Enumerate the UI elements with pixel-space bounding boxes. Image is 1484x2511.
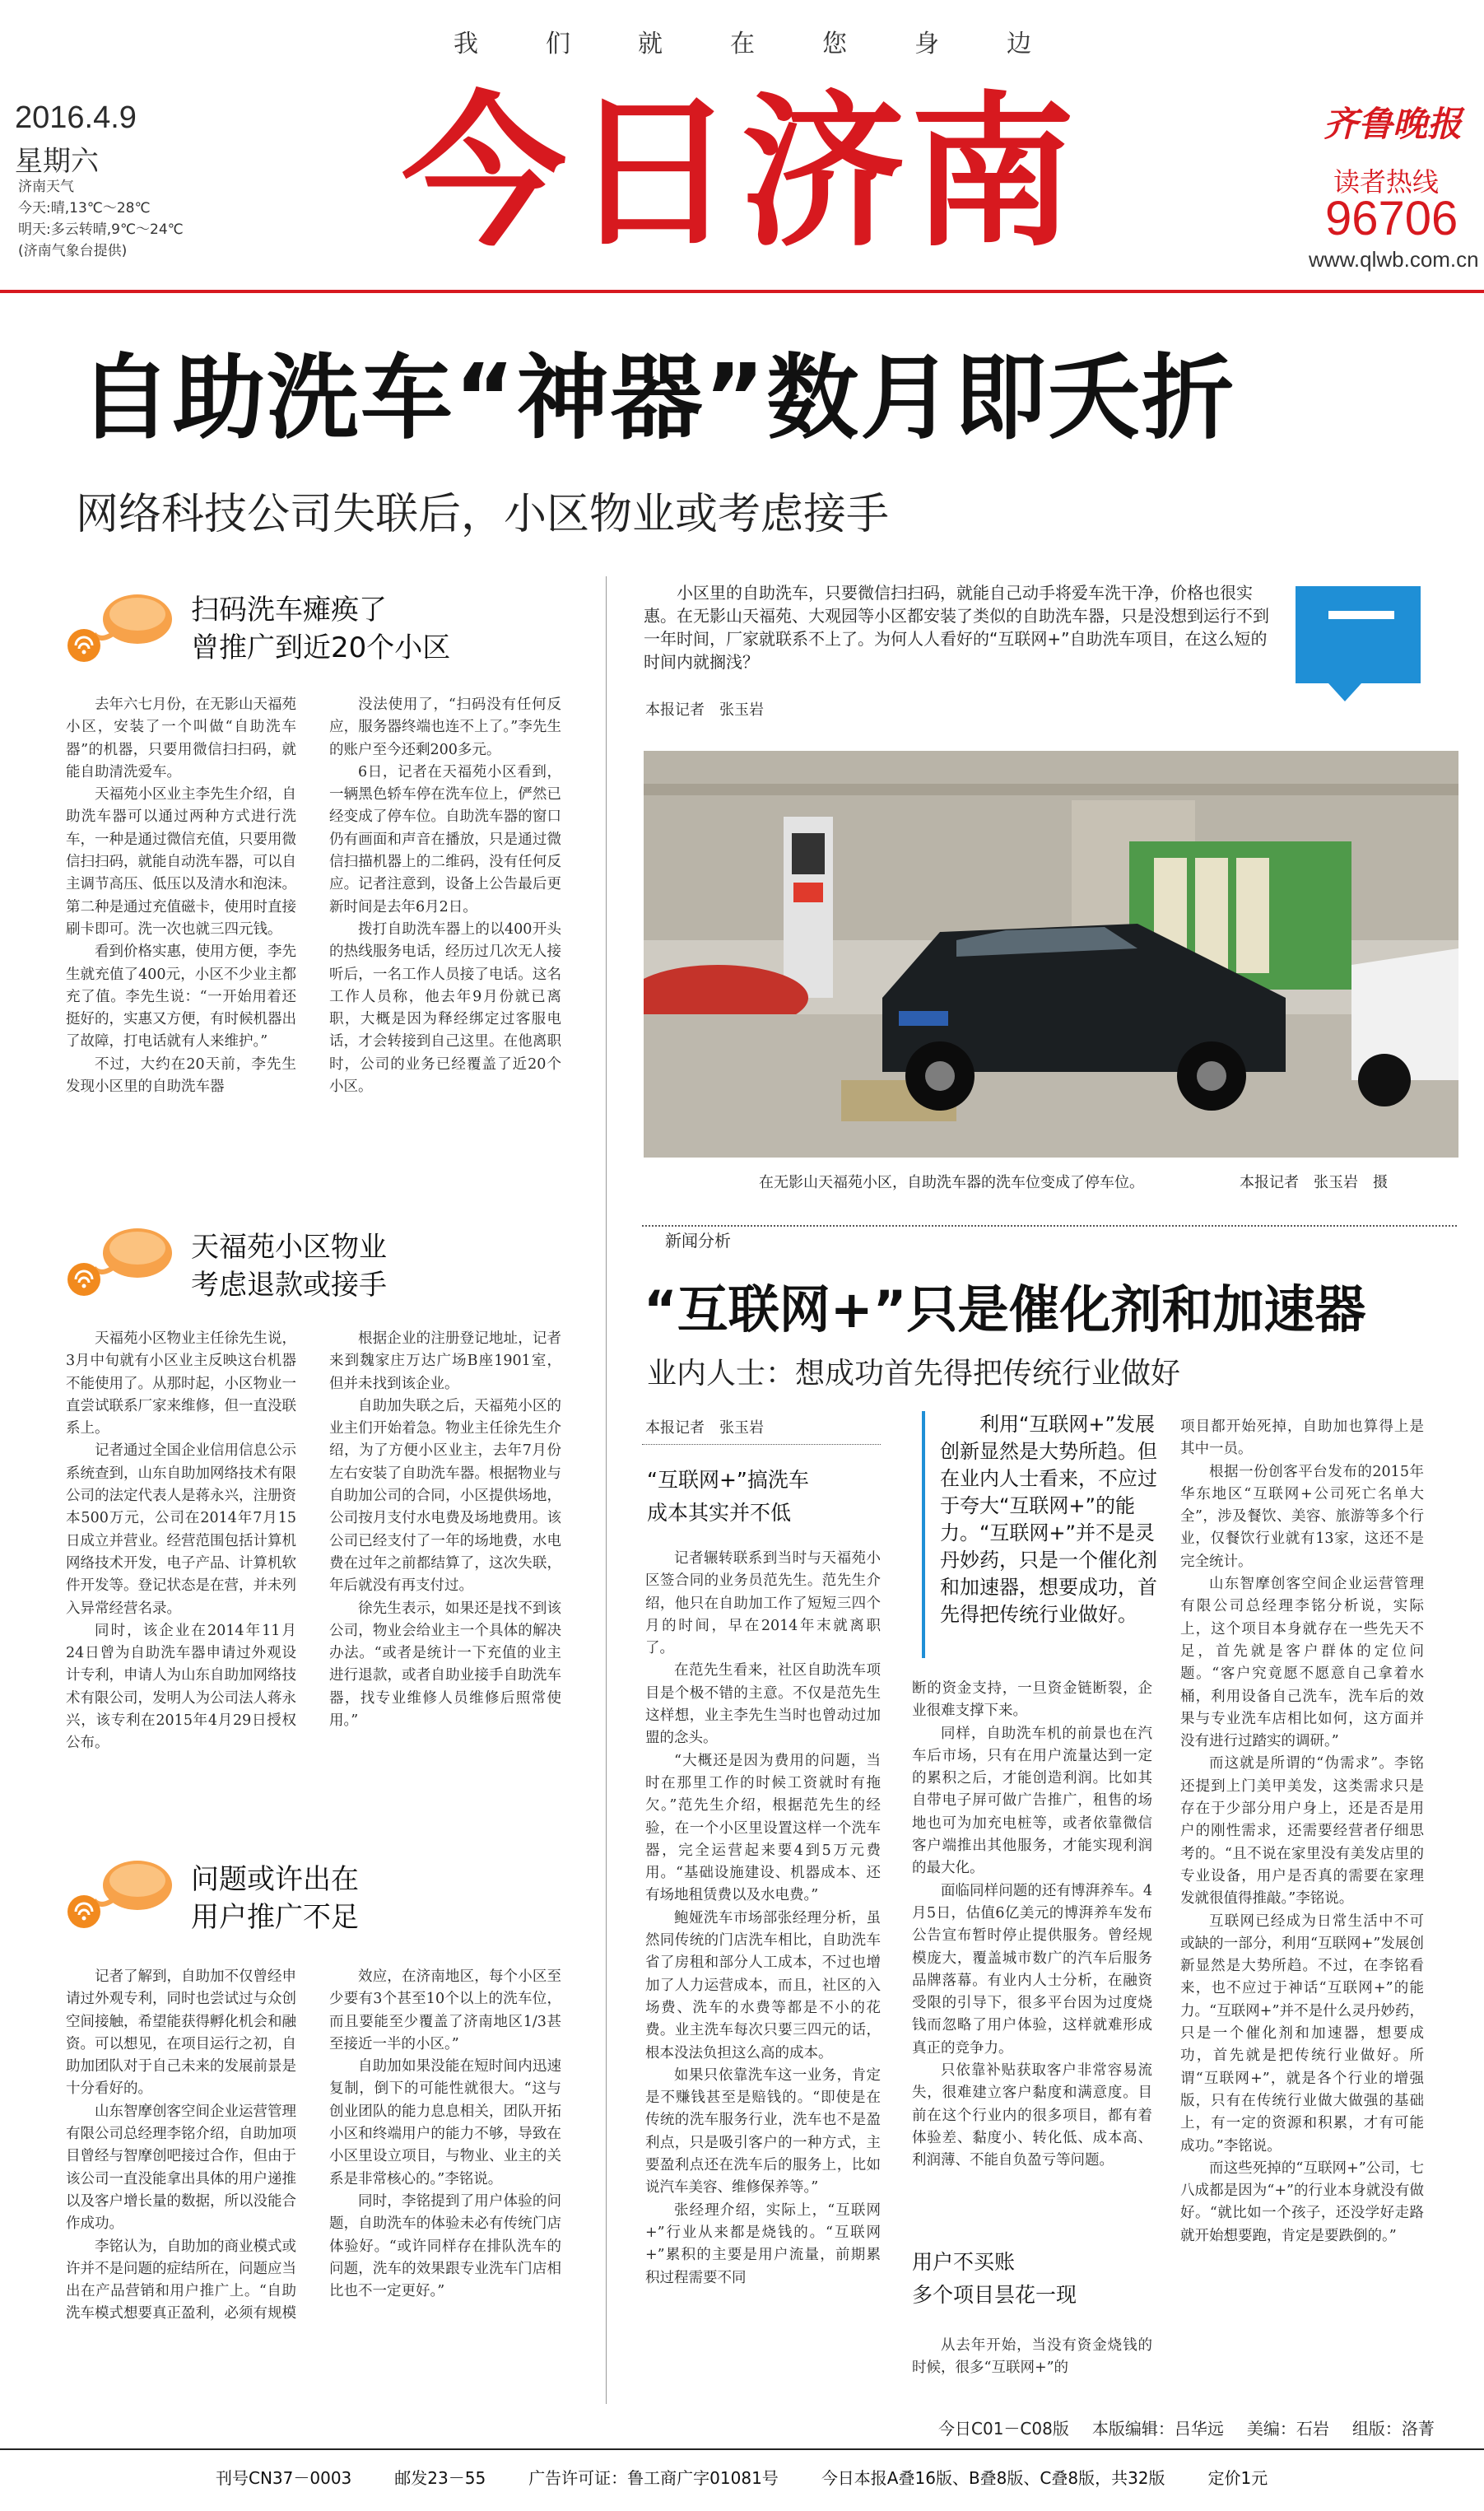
publication-info bbox=[216, 2465, 1450, 2489]
masthead-rule bbox=[0, 290, 1484, 293]
paragraph: 如果只依靠洗车这一业务，肯定是不赚钱甚至是赔钱的。“即使是在传统的洗车服务行业，洗车也不是盈利点，只是吸引客户的一种方式，主要盈利点还在洗车后的服务上，比如说汽车美容、维修保养等。” bbox=[645, 2066, 881, 2197]
byline-rule bbox=[642, 1444, 881, 1445]
paragraph: 张经理介绍，实际上，“互联网+”行业从来都是烧钱的。“互联网+”累积的主要是用户流量，前期累积过程需要不同 bbox=[645, 2201, 881, 2286]
paragraph: 面临同样问题的还有博湃养车。4月5日，估值6亿美元的博湃养车发布公告宣布暂时停止提供服务。曾经规模庞大，覆盖城市数广的汽车后服务品牌落幕。有业内人士分析，在融资受限的引导下，很多平台因为过度烧钱而忽略了用户体验，这样就难形成真正的竞争力。 bbox=[912, 1882, 1152, 2057]
analysis-byline: 本报记者 张玉岩 bbox=[645, 1419, 764, 1437]
issn-label: 刊号CN37－0003 bbox=[216, 2468, 352, 2488]
paragraph: 断的资金支持，一旦资金链断裂，企业很难支撑下来。 bbox=[912, 1680, 1152, 1720]
weather-title: 济南天气 bbox=[18, 179, 74, 195]
section-title-line: 考虑退款或接手 bbox=[191, 1269, 387, 1302]
art-credit: 美编：石岩 bbox=[1246, 2419, 1329, 2439]
paragraph: 同时，李铭提到了用户体验的问题，自助洗车的体验未必有传统门店体验好。“或许同样存在排队洗车的问题，洗车的效果跟专业洗车门店相比也不一定更好。” bbox=[329, 2192, 561, 2300]
section-icon bbox=[51, 585, 174, 667]
paragraph: 项目都开始死掉，自助加也算得上是其中一员。 bbox=[1180, 1419, 1424, 1458]
hotline-number: 96706 bbox=[1325, 192, 1458, 245]
analysis-subhead: 业内人士：想成功首先得把传统行业做好 bbox=[647, 1357, 1181, 1391]
website-url: www.qlwb.com.cn bbox=[1309, 247, 1479, 272]
section-title-line: 用户推广不足 bbox=[191, 1901, 359, 1934]
slogan-char: 您 bbox=[822, 30, 847, 58]
subtitle-line: “互联网+”搞洗车 bbox=[647, 1468, 809, 1492]
article-column bbox=[912, 1678, 1152, 2173]
paragraph: 去年六七月份，在无影山天福苑小区，安装了一个叫做“自助洗车器”的机器，只要用微信扫扫码，就能自助清洗爱车。 bbox=[66, 696, 296, 780]
section-icon bbox=[51, 1218, 174, 1301]
paragraph: 自助加如果没能在短时间内迅速复制，倒下的可能性就很大。“这与创业团队的能力息息相关，团队开拓小区和终端用户的能力不够，导致在小区里设立项目，与物业、业主的关系是非常核心的。”李铭说。 bbox=[329, 2058, 561, 2187]
paragraph: 互联网已经成为日常生活中不可或缺的一部分，利用“互联网+”发展创新显然是大势所趋。不过，在李铭看来，也不应过于神话“互联网+”的能力。“互联网+”并不是什么灵丹妙药，只是一个催化剂和加速器，想要成功，首先就是把传统行业做好。所谓“互联网+”，就是各个行业的增强版，只有在传统行业做大做强的基础上，有一定的资源和积累，才有可能成功。”李铭说。 bbox=[1180, 1912, 1424, 2155]
article-column bbox=[1180, 1416, 1424, 2248]
slogan-char: 就 bbox=[638, 30, 663, 58]
article-column bbox=[66, 694, 296, 1098]
paragraph: 同时，该企业在2014年11月24日曾为自助洗车器申请过外观设计专利，申请人为山东自助加网络技术有限公司，发明人为公司法人蒋永兴，该专利在2015年4月29日授权公布。 bbox=[66, 1622, 296, 1752]
lead-intro: 小区里的自助洗车，只要微信扫扫码，就能自己动手将爱车洗干净，价格也很实惠。在无影山天福苑、大观园等小区都安装了类似的自助洗车器，只是没想到运行不到一年时间，厂家就联系不上了。为何人人看好的“互联网+”自助洗车项目，在这么短的时间内就搁浅？ bbox=[644, 583, 1269, 672]
section-icon bbox=[51, 1851, 174, 1933]
paragraph: 效应，在济南地区，每个小区至少要有3个甚至10个以上的洗车位，而且要能至少覆盖了济南地区1/3甚至接近一半的小区。” bbox=[329, 1968, 561, 2052]
section-title-line: 问题或许出在 bbox=[191, 1863, 359, 1896]
paragraph: 天福苑小区业主李先生介绍，自助洗车器可以通过两种方式进行洗车，一种是通过微信充值，只要用微信扫扫码，就能自动洗车器，可以自主调节高压、低压以及清水和泡沫。第二种是通过充值磁卡，使用时直接刷卡即可。洗一次也就三四元钱。 bbox=[66, 786, 296, 938]
slogan-char: 我 bbox=[454, 30, 478, 58]
analysis-subtitle bbox=[912, 2246, 1077, 2312]
paragraph: 记者辗转联系到当时与天福苑小区签合同的业务员范先生。范先生介绍，他只在自助加工作了短短三四个月的时间，早在2014年末就离职了。 bbox=[645, 1550, 881, 1657]
slogan-char: 边 bbox=[1007, 30, 1031, 58]
weather-box bbox=[18, 176, 314, 262]
section-title-line: 天福苑小区物业 bbox=[191, 1231, 387, 1264]
paragraph: 不过，大约在20天前，李先生发现小区里的自助洗车器 bbox=[66, 1055, 296, 1096]
photo-caption: 在无影山天福苑小区，自助洗车器的洗车位变成了停车位。 bbox=[759, 1174, 1144, 1191]
edition-credits bbox=[938, 2415, 1465, 2439]
footer-rule bbox=[0, 2448, 1484, 2450]
lead-headline: 自助洗车“神器”数月即夭折 bbox=[79, 345, 1236, 452]
price: 定价1元 bbox=[1207, 2468, 1268, 2488]
lead-byline: 本报记者 张玉岩 bbox=[645, 701, 764, 719]
pull-quote-box bbox=[922, 1411, 1169, 1658]
layout-credit: 组版：洛菁 bbox=[1351, 2419, 1435, 2439]
slogan-char: 身 bbox=[914, 30, 939, 58]
slogan-char: 们 bbox=[546, 30, 570, 58]
paragraph: 而这就是所谓的“伪需求”。李铭还提到上门美甲美发，这类需求只是存在于少部分用户身上，还是否是用户的刚性需求，还需要经营者仔细思考的。“且不说在家里没有美发店里的专业设备，用户是否真的需要在家理发就很值得推敲。”李铭说。 bbox=[1180, 1755, 1424, 1908]
car-wash-photo-image bbox=[644, 751, 1458, 1158]
pages-info: 今日C01－C08版 bbox=[938, 2419, 1069, 2439]
mouse-wifi-icon bbox=[51, 1218, 174, 1301]
analysis-kicker: 新闻分析 bbox=[665, 1231, 731, 1251]
column-divider bbox=[606, 576, 607, 2404]
subtitle-line: 多个项目昙花一现 bbox=[912, 2283, 1077, 2307]
issue-weekday: 星期六 bbox=[15, 146, 99, 177]
paragraph: 从去年开始，当没有资金烧钱的时候，很多“互联网+”的 bbox=[912, 2337, 1152, 2377]
paragraph: 6日，记者在天福苑小区看到，一辆黑色轿车停在洗车位上，俨然已经变成了停车位。自助洗车器的窗口仍有画面和声音在播放，只是通过微信扫描机器上的二维码，没有任何反应。记者注意到，设备上公告最后更新时间是去年6月2日。 bbox=[329, 763, 561, 915]
paragraph: 自助加失联之后，天福苑小区的业主们开始着急。物业主任徐先生介绍，为了方便小区业主，去年7月份左右安装了自助洗车器。根据物业与自助加公司的合同，小区提供场地，公司按月支付水电费及场地费用。该公司已经支付了一年的场地费，水电费在过年之前都结算了，这次失联，年后就没有再支付过。 bbox=[329, 1397, 561, 1595]
issue-date: 2016.4.9 bbox=[15, 100, 137, 135]
article-column bbox=[645, 1548, 881, 2290]
mouse-wifi-icon bbox=[51, 585, 174, 667]
paragraph: 在范先生看来，社区自助洗车项目是个极不错的主意。不仅是范先生这样想，业主李先生当时也曾动过加盟的念头。 bbox=[645, 1662, 881, 1747]
subtitle-line: 用户不买账 bbox=[912, 2250, 1016, 2274]
article-column bbox=[329, 694, 561, 1098]
paragraph: 看到价格实惠，使用方便，李先生就充值了400元，小区不少业主都充了值。李先生说：“一开始用着还挺好的，实惠又方便，有时候机器出了故障，打电话就有人来维护。” bbox=[66, 943, 296, 1051]
weather-today: 今天:晴,13℃～28℃ bbox=[18, 200, 151, 217]
weather-source: (济南气象台提供) bbox=[18, 243, 128, 259]
paragraph: 只依靠补贴获取客户非常容易流失，很难建立客户黏度和满意度。目前在这个行业内的很多项目，都有着体验差、黏度小、转化低、成本高、利润薄、不能自负盈亏等问题。 bbox=[912, 2062, 1152, 2169]
speech-bubble-icon bbox=[1296, 586, 1421, 701]
slogan-char: 在 bbox=[730, 30, 755, 58]
paragraph: 记者了解到，自助加不仅曾经申请过外观专利，同时也尝试过与众创空间接触，希望能获得孵化机会和融资。可以想见，在项目运行之初，自助加团队对于自己未来的发展前景是十分看好的。 bbox=[66, 1968, 296, 2098]
postal-code: 邮发23－55 bbox=[394, 2468, 486, 2488]
photo-credit: 本报记者 张玉岩 摄 bbox=[1240, 1174, 1388, 1191]
masthead-slogan bbox=[420, 23, 1161, 59]
section-title bbox=[191, 591, 450, 667]
paragraph: 拨打自助洗车器上的以400开头的热线服务电话，经历过几次无人接听后，一名工作人员接了电话。这名工作人员称，他去年9月份就已离职，大概是因为释经绑定过客服电话，才会转接到自己这里。在他离职时，公司的业务已经覆盖了近20个小区。 bbox=[329, 920, 561, 1096]
ad-license: 广告许可证：鲁工商广字01081号 bbox=[528, 2468, 779, 2488]
paragraph: “大概还是因为费用的问题，当时在那里工作的时候工资就时有拖欠。”范先生介绍，根据范先生的经验，在一个小区里设置这样一个洗车器，完全运营起来要4到5万元费用。“基础设施建设、机器成本、还有场地租赁费以及水电费。” bbox=[645, 1752, 881, 1904]
paragraph: 没法使用了，“扫码没有任何反应，服务器终端也连不上了。”李先生的账户至今还剩200多元。 bbox=[329, 696, 561, 758]
paper-name-logo: 齐鲁晚报 bbox=[1324, 104, 1463, 144]
news-photo bbox=[644, 751, 1458, 1158]
weather-tomorrow: 明天:多云转晴,9℃～24℃ bbox=[18, 221, 184, 238]
paragraph: 天福苑小区物业主任徐先生说，3月中旬就有小区业主反映这台机器不能使用了。从那时起，小区物业一直尝试联系厂家来维修，但一直没联系上。 bbox=[66, 1330, 296, 1437]
paragraph: 记者通过全国企业信用信息公示系统查到，山东自助加网络技术有限公司的法定代表人是蒋永兴，注册资本500万元，公司在2014年7月15日成立并营业。经营范围包括计算机网络技术开发，电子产品、计算机软件开发等。登记状态是在营，并未列入异常经营名录。 bbox=[66, 1442, 296, 1617]
paragraph: 李铭认为，自助加的商业模式或许并不是问题的症结所在，问题应当出在产品营销和用户推广上。“自助洗车模式想要真正盈利，必须有规模 bbox=[66, 2238, 296, 2322]
section-title bbox=[191, 1861, 359, 1936]
analysis-subtitle bbox=[647, 1464, 809, 1530]
hotline-label: 读者热线 bbox=[1333, 166, 1440, 198]
paragraph: 鲍娅洗车市场部张经理分析，虽然同传统的门店洗车相比，自助洗车省了房租和部分人工成本，不过也增加了人力运营成本，而且，社区的入场费、洗车的水费等都是不小的花费。业主洗车每次只要三四元的话，根本没法负担这么高的成本。 bbox=[645, 1909, 881, 2061]
article-column bbox=[329, 1328, 561, 1732]
article-column bbox=[329, 1966, 561, 2303]
paragraph: 根据企业的注册登记地址，记者来到魏家庄万达广场B座1901室，但并未找到该企业。 bbox=[329, 1330, 561, 1392]
section-title-line: 曾推广到近20个小区 bbox=[191, 631, 451, 664]
subtitle-line: 成本其实并不低 bbox=[647, 1501, 792, 1525]
brand-title: 今日济南 bbox=[401, 76, 1080, 269]
paragraph: 山东智摩创客空间企业运营管理有限公司总经理李铭分析说，实际上，这个项目本身就存在一些先天不足，首先就是客户群体的定位问题。“客户究竟愿不愿意自己拿着水桶，利用设备自己洗车，洗车后的效果与专业洗车店相比如何，这方面并没有进行过踏实的调研。” bbox=[1180, 1576, 1424, 1750]
paragraph: 徐先生表示，如果还是找不到该公司，物业会给业主一个具体的解决办法。“或者是统计一下充值的业主进行退款，或者自助业接手自助洗车器，找专业维修人员维修后照常使用。” bbox=[329, 1600, 561, 1730]
paragraph: 而这些死掉的“互联网+”公司，七八成都是因为“+”的行业本身就没有做好。“就比如一个孩子，还没学好走路就开始想要跑，肯定是要跌倒的。” bbox=[1180, 2159, 1424, 2244]
article-column bbox=[66, 1966, 296, 2326]
pull-quote: 利用“互联网+”发展创新显然是大势所趋。但在业内人士看来，不应过于夸大“互联网+”的能力。“互联网+”并不是灵丹妙药，只是一个催化剂和加速器，想要成功，首先得把传统行业做好。 bbox=[940, 1413, 1157, 1626]
article-column bbox=[912, 2335, 1152, 2380]
section-title-line: 扫码洗车瘫痪了 bbox=[191, 594, 387, 627]
paragraph: 根据一份创客平台发布的2015年华东地区“互联网+公司死亡名单大全”，涉及餐饮、美容、旅游等多个行业，仅餐饮行业就有13家，这还不是完全统计。 bbox=[1180, 1463, 1424, 1570]
edition-info: 今日本报A叠16版、B叠8版、C叠8版，共32版 bbox=[821, 2468, 1165, 2488]
mouse-wifi-icon bbox=[51, 1851, 174, 1933]
paragraph: 山东智摩创客空间企业运营管理有限公司总经理李铭介绍，自助加项目曾经与智摩创吧接过合作，但由于该公司一直没能拿出具体的用户递推以及客户增长量的数据，所以没能合作成功。 bbox=[66, 2103, 296, 2233]
kicker-rule bbox=[642, 1225, 1457, 1227]
lead-subhead: 网络科技公司失联后，小区物业或考虑接手 bbox=[76, 490, 890, 539]
article-column bbox=[66, 1328, 296, 1755]
analysis-headline: “互联网+”只是催化剂和加速器 bbox=[644, 1279, 1366, 1339]
section-title bbox=[191, 1228, 387, 1304]
editor-credit: 本版编辑：吕华远 bbox=[1091, 2419, 1224, 2439]
paragraph: 同样，自助洗车机的前景也在汽车后市场，只有在用户流量达到一定的累积之后，才能创造利润。比如其自带电子屏可做广告推广，租售的场地也可为加充电桩等，或者依靠微信客户端推出其他服务，才能实现利润的最大化。 bbox=[912, 1725, 1152, 1877]
